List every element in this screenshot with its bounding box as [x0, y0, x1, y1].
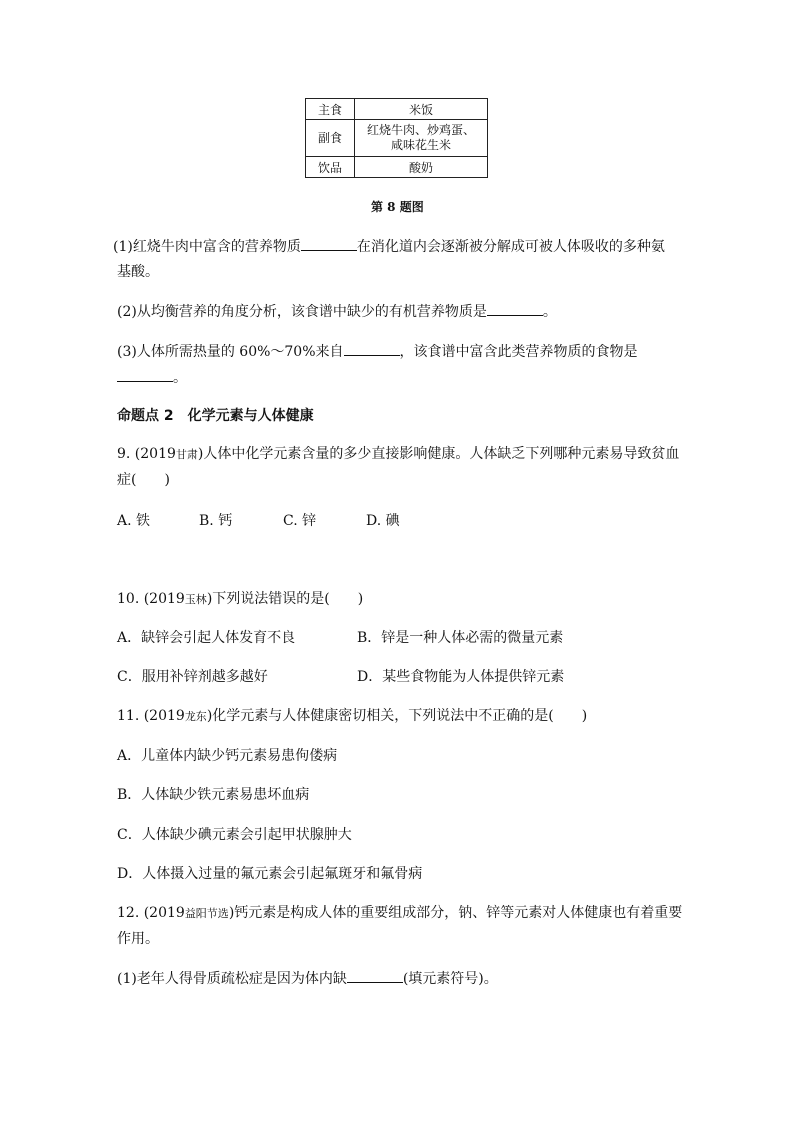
q9-stem-line2: 症( ) — [117, 472, 170, 488]
table-row — [306, 157, 488, 178]
table-cell: 主食 — [306, 99, 355, 120]
text: (1)红烧牛肉中富含的营养物质 — [113, 239, 301, 255]
cell-line: 咸味花生米 — [390, 138, 451, 152]
text: )化学元素与人体健康密切相关，下列说法中不正确的是( ) — [206, 708, 588, 724]
question-number: 10. (2019 — [117, 591, 185, 607]
answer-blank[interactable] — [487, 301, 543, 316]
table-cell: 副食 — [306, 120, 355, 157]
q8-part3-line1 — [117, 341, 638, 362]
answer-blank[interactable] — [301, 236, 357, 251]
q9-option-b[interactable]: B. 钙 — [199, 513, 233, 529]
question-number: 9. (2019 — [117, 446, 176, 462]
question-source: 龙东 — [184, 710, 207, 723]
q8-part2 — [117, 301, 557, 322]
answer-blank[interactable] — [117, 367, 173, 382]
q12-stem-line2: 作用。 — [117, 931, 159, 947]
q9-option-a[interactable]: A. 铁 — [117, 513, 151, 529]
q10-option-d[interactable]: D．某些食物能为人体提供锌元素 — [357, 669, 565, 685]
answer-blank[interactable] — [344, 341, 400, 356]
cell-line: 红烧牛肉、炒鸡蛋、 — [366, 123, 475, 137]
q9-option-d[interactable]: D. 碘 — [366, 513, 400, 529]
question-source: 甘肃 — [175, 448, 198, 461]
q11-option-b[interactable]: B．人体缺少铁元素易患坏血病 — [117, 787, 310, 803]
q8-part1-line1 — [113, 236, 665, 257]
q10-option-c[interactable]: C．服用补锌剂越多越好 — [117, 669, 268, 685]
q11-option-c[interactable]: C．人体缺少碘元素会引起甲状腺肿大 — [117, 827, 352, 843]
question-source: 玉林 — [184, 593, 207, 606]
q9-option-c[interactable]: C. 锌 — [283, 513, 317, 529]
table-cell: 酸奶 — [355, 157, 488, 178]
text: )下列说法错误的是( ) — [206, 591, 364, 607]
table-cell: 米饭 — [355, 99, 488, 120]
text: (填元素符号)。 — [402, 971, 498, 987]
table-row — [306, 99, 488, 120]
q11-option-a[interactable]: A．儿童体内缺少钙元素易患佝偻病 — [117, 748, 338, 764]
text: 。 — [542, 304, 557, 320]
table-cell — [355, 120, 488, 157]
recipe-table — [305, 98, 488, 178]
table-row — [306, 120, 488, 157]
text: (1)老年人得骨质疏松症是因为体内缺 — [117, 971, 347, 987]
answer-blank[interactable] — [347, 968, 403, 983]
question-number: 11. (2019 — [117, 708, 185, 724]
q10-stem — [117, 589, 363, 610]
text: )钙元素是构成人体的重要组成部分，钠、锌等元素对人体健康也有着重要 — [228, 905, 683, 921]
text: 。 — [173, 370, 187, 386]
q12-stem-line1 — [117, 903, 682, 924]
figure-caption: 第 8 题图 — [371, 200, 424, 214]
q10-option-b[interactable]: B．锌是一种人体必需的微量元素 — [357, 630, 564, 646]
q11-stem — [117, 706, 587, 727]
q11-option-d[interactable]: D．人体摄入过量的氟元素会引起氟斑牙和氟骨病 — [117, 866, 423, 882]
q8-part3-line2 — [117, 367, 187, 388]
q8-part1-line2: 基酸。 — [117, 264, 159, 280]
table-cell: 饮品 — [306, 157, 355, 178]
section-heading: 命题点 2 化学元素与人体健康 — [117, 408, 314, 424]
question-source: 益阳节选 — [184, 907, 229, 920]
text: )人体中化学元素含量的多少直接影响健康。人体缺乏下列哪种元素易导致贫血 — [197, 446, 680, 462]
q10-option-a[interactable]: A．缺锌会引起人体发育不良 — [117, 630, 296, 646]
q9-stem-line1 — [117, 444, 679, 465]
text: 在消化道内会逐渐被分解成可被人体吸收的多种氨 — [356, 239, 665, 255]
q12-part1 — [117, 968, 498, 989]
text: (3)人体所需热量的 60%～70%来自 — [117, 344, 344, 360]
text: (2)从均衡营养的角度分析，该食谱中缺少的有机营养物质是 — [117, 304, 487, 320]
text: ，该食谱中富含此类营养物质的食物是 — [399, 344, 638, 360]
question-number: 12. (2019 — [117, 905, 185, 921]
